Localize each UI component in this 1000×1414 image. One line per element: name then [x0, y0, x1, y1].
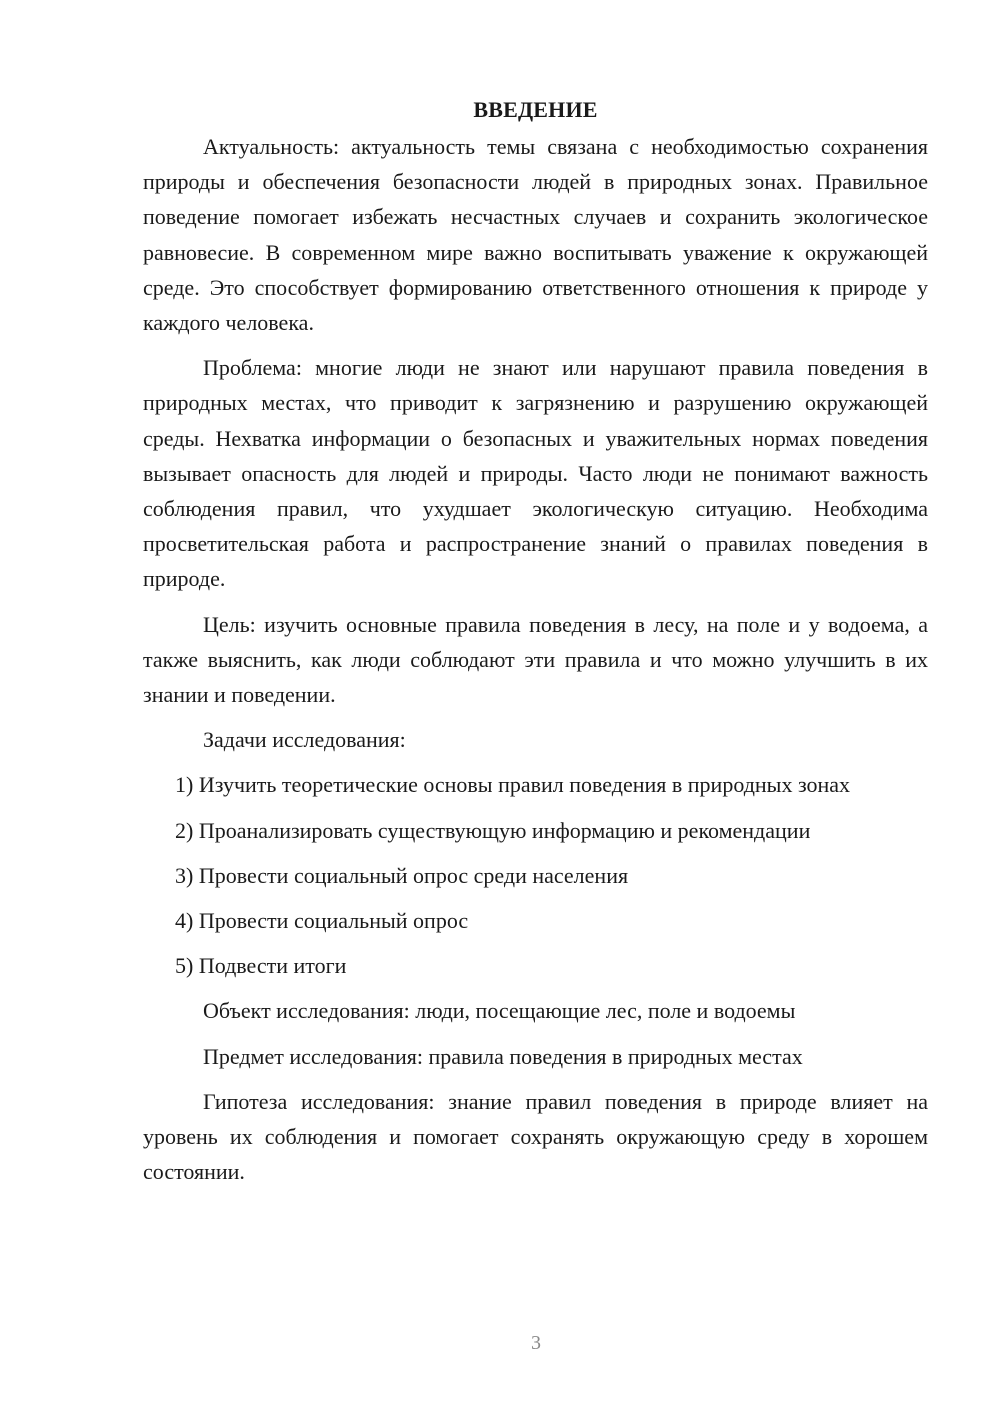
page-number: 3: [531, 1332, 541, 1354]
subject-line: Предмет исследования: правила поведения в природных местах: [203, 1043, 803, 1069]
task-item: 2) Проанализировать существующую информацию и рекомендации: [175, 817, 811, 843]
task-item: 1) Изучить теоретические основы правил поведения в природных зонах: [175, 772, 851, 798]
hypothesis-paragraph: Гипотеза исследования: знание правил поведения в природе влияет на уровень их соблюдения и помогает сохранять окружающую среду в хорошем состоянии.: [143, 1088, 928, 1185]
task-item: 3) Провести социальный опрос среди населения: [175, 862, 629, 888]
tasks-heading: Задачи исследования:: [203, 727, 406, 753]
tasks-list: [143, 767, 928, 983]
document-page: [143, 92, 928, 1199]
object-line: Объект исследования: люди, посещающие лес, поле и водоемы: [203, 998, 796, 1024]
task-item: 4) Провести социальный опрос: [175, 908, 469, 934]
goal-paragraph: Цель: изучить основные правила поведения в лесу, на поле и у водоема, а также выяснить, как люди соблюдают эти правила и что можно улучшить в их знании и поведении.: [143, 611, 928, 708]
task-item: 5) Подвести итоги: [175, 953, 347, 979]
page-title: ВВЕДЕНИЕ: [473, 97, 598, 122]
relevance-paragraph: Актуальность: актуальность темы связана с необходимостью сохранения природы и обеспечения безопасности людей в природных зонах. Правильное поведение помогает избежать несчастных случаев и сохранить экологическое равновесие. В современном мире важно воспитывать уважение к окружающей среде. Это способствует формированию ответственного отношения к природе у каждого человека.: [143, 134, 928, 336]
problem-paragraph: Проблема: многие люди не знают или нарушают правила поведения в природных местах, что приводит к загрязнению и разрушению окружающей среды. Нехватка информации о безопасных и уважительных нормах поведения вызывает опасность для людей и природы. Часто люди не понимают важность соблюдения правил, что ухудшает экологическую ситуацию. Необходима просветительская работа и распространение знаний о правилах поведения в природе.: [143, 355, 928, 592]
